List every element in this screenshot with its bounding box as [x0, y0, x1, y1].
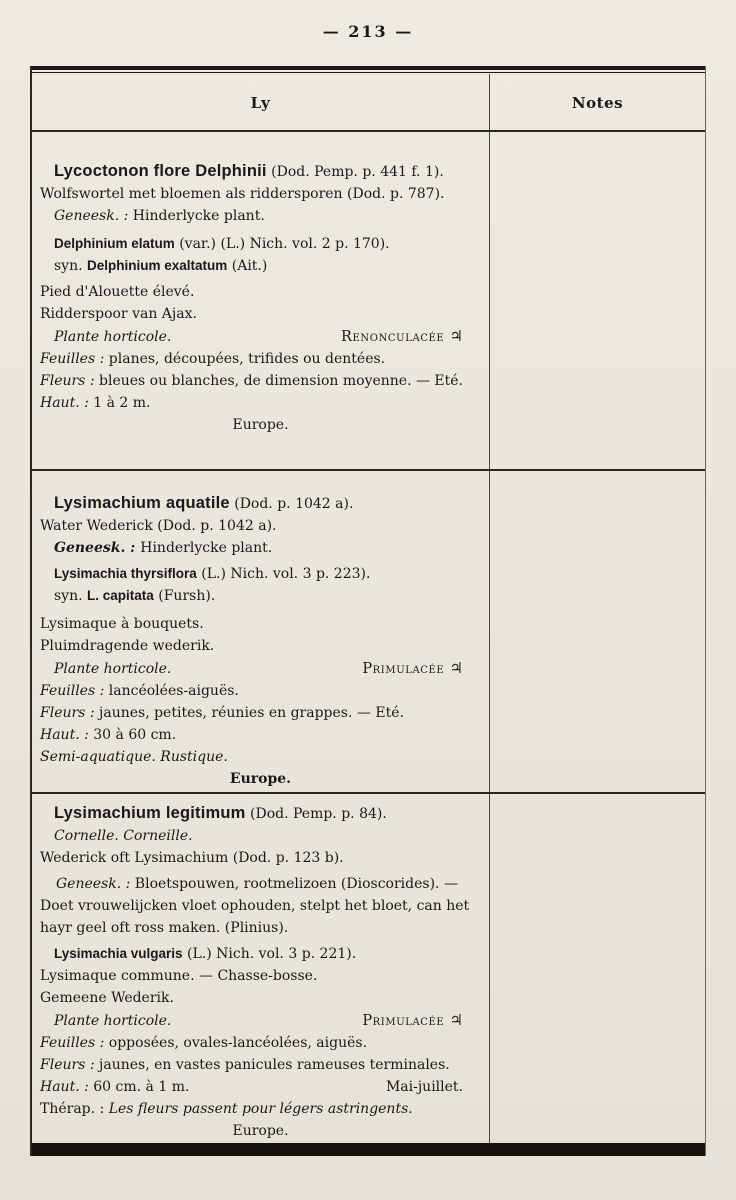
entry-line: [32, 233, 489, 255]
line-text: [40, 1076, 189, 1098]
line-text: [40, 1101, 413, 1117]
entry-line: [32, 303, 489, 325]
text-segment: Plante horticole.: [54, 1013, 172, 1029]
notes-cell: [490, 794, 705, 1143]
text-segment: 60 cm. à 1 m.: [93, 1079, 190, 1095]
header-cell-notes: Notes: [571, 94, 624, 112]
text-segment: 1 à 2 m.: [93, 395, 151, 411]
line-text: [40, 186, 445, 202]
line-text: [54, 588, 215, 604]
entry-line: [32, 825, 489, 847]
entry-line: [32, 160, 489, 183]
line-right-text: [362, 1009, 463, 1032]
text-segment: Thérap. :: [40, 1101, 109, 1117]
entry-row: [32, 471, 705, 794]
text-segment: Gemeene Wederik.: [40, 990, 174, 1006]
entry-line: [32, 585, 489, 607]
entry-line: [32, 281, 489, 303]
text-segment: Plante horticole.: [54, 329, 172, 345]
line-text: [232, 1123, 288, 1139]
entry-line: [32, 515, 489, 537]
text-segment: 30 à 60 cm.: [93, 727, 177, 743]
entry-line: [32, 987, 489, 1009]
text-segment: Lysimachia vulgaris: [54, 946, 183, 961]
line-text: [54, 946, 356, 962]
line-text: [40, 850, 344, 866]
entry-line: [32, 847, 489, 869]
text-segment: Lysimaque à bouquets.: [40, 616, 204, 632]
line-text: [40, 968, 317, 984]
table-bottom-rule: [32, 1143, 705, 1156]
text-segment: syn.: [54, 588, 88, 604]
line-text: [54, 828, 193, 844]
text-segment: Lysimachia thyrsiflora: [54, 566, 197, 581]
text-segment: Semi-aquatique. Rustique.: [40, 749, 228, 765]
text-segment: Ridderspoor van Ajax.: [40, 306, 197, 322]
table-top-rule: [32, 66, 705, 74]
entry-line: [32, 183, 489, 205]
text-segment: Plante horticole.: [54, 661, 172, 677]
text-segment: Geneesk. :: [56, 876, 135, 892]
entry-line: [32, 702, 489, 724]
line-text: [40, 990, 174, 1006]
line-text: [40, 638, 214, 654]
line-text: [40, 518, 276, 534]
entry-row: [32, 794, 705, 1143]
entry-line: [32, 1054, 489, 1076]
entry-line: [32, 1032, 489, 1054]
line-text: [54, 566, 370, 582]
entry-row: [32, 132, 705, 471]
line-text: [40, 373, 463, 389]
line-text: [54, 258, 267, 274]
text-segment: Les fleurs passent pour légers astringents.: [108, 1101, 413, 1117]
text-segment: Wolfswortel met bloemen als riddersporen (Dod. p. 787).: [40, 186, 445, 202]
text-segment: bleues ou blanches, de dimension moyenne. — Eté.: [99, 373, 464, 389]
entry-line: [32, 657, 489, 680]
text-segment: Primulacée: [362, 1013, 450, 1029]
entry-line: [32, 1076, 489, 1098]
text-segment: Primulacée: [362, 661, 450, 677]
text-segment: (Fursh).: [153, 588, 216, 604]
text-segment: (L.) Nich. vol. 3 p. 221).: [182, 946, 357, 962]
line-text: [40, 876, 469, 936]
text-segment: (var.) (L.) Nich. vol. 2 p. 170).: [174, 236, 390, 252]
text-segment: (Dod. p. 1042 a).: [229, 496, 354, 512]
entry-line: [32, 370, 489, 392]
line-text: [54, 236, 390, 252]
text-segment: Pied d'Alouette élevé.: [40, 284, 195, 300]
notes-cell: [490, 132, 705, 469]
text-segment: jaunes, en vastes panicules rameuses terminales.: [99, 1057, 450, 1073]
line-text: [40, 395, 151, 411]
perennial-symbol: ♃: [449, 1011, 463, 1029]
entry-line: [32, 613, 489, 635]
table-header-row: [32, 74, 705, 132]
text-segment: Geneesk. :: [54, 208, 133, 224]
text-segment: Hinderlycke plant.: [140, 540, 273, 556]
line-text: [40, 749, 228, 765]
text-segment: Haut. :: [40, 395, 94, 411]
text-segment: Pluimdragende wederik.: [40, 638, 215, 654]
text-segment: (Ait.): [227, 258, 268, 274]
entry-line: [32, 724, 489, 746]
text-segment: Haut. :: [40, 1079, 94, 1095]
line-right-text: [341, 325, 463, 348]
text-segment: Renonculacée: [341, 329, 450, 345]
line-text: [40, 351, 385, 367]
entry-line: [32, 635, 489, 657]
entry-line: [32, 802, 489, 825]
line-text: [54, 326, 171, 348]
text-segment: Europe.: [229, 771, 292, 787]
entry-line: [32, 492, 489, 515]
text-segment: jaunes, petites, réunies en grappes. — Eté.: [99, 705, 404, 721]
text-segment: Haut. :: [40, 727, 94, 743]
entry-line: [32, 537, 489, 559]
text-segment: Hinderlycke plant.: [132, 208, 265, 224]
text-segment: Geneesk. :: [54, 540, 141, 556]
perennial-symbol: ♃: [449, 659, 463, 677]
text-segment: (Dod. Pemp. p. 84).: [245, 806, 387, 822]
entry-line: [32, 1098, 489, 1120]
header-cell-ly: Ly: [32, 74, 490, 130]
text-segment: Fleurs :: [40, 705, 99, 721]
line-text: [54, 806, 387, 822]
line-text: [54, 496, 353, 512]
line-text: [230, 771, 291, 787]
text-segment: Feuilles :: [40, 1035, 109, 1051]
line-text: [54, 208, 265, 224]
entry-line: [32, 563, 489, 585]
entry-line: [32, 255, 489, 277]
line-text: [54, 1010, 171, 1032]
text-segment: Water Wederick (Dod. p. 1042 a).: [40, 518, 277, 534]
line-right-text: [386, 1076, 463, 1098]
text-segment: Fleurs :: [40, 373, 99, 389]
line-text: [54, 658, 171, 680]
text-segment: Lysimaque commune. — Chasse-bosse.: [40, 968, 318, 984]
page-number: — 213 —: [322, 22, 414, 41]
entry-line: [32, 205, 489, 227]
text-segment: lancéolées-aiguës.: [108, 683, 239, 699]
text-segment: planes, découpées, trifides ou dentées.: [108, 351, 386, 367]
catalog-table: [30, 66, 706, 1156]
line-text: [40, 683, 239, 699]
entry-line: [32, 768, 489, 790]
entry-content: [32, 471, 490, 792]
entry-line: [32, 414, 489, 436]
text-segment: opposées, ovales-lancéolées, aiguës.: [108, 1035, 368, 1051]
text-segment: Wederick oft Lysimachium (Dod. p. 123 b).: [40, 850, 344, 866]
line-right-text: [362, 657, 463, 680]
line-text: [40, 1057, 450, 1073]
text-segment: Cornelle. Corneille.: [54, 828, 193, 844]
text-segment: Lysimachium legitimum: [54, 804, 246, 822]
line-text: [232, 417, 288, 433]
text-segment: Lycoctonon flore Delphinii: [54, 162, 267, 180]
text-segment: Mai-juillet.: [385, 1079, 463, 1095]
text-segment: (L.) Nich. vol. 3 p. 223).: [196, 566, 371, 582]
entry-line: [32, 1009, 489, 1032]
entry-content: [32, 794, 490, 1143]
entry-line: [32, 325, 489, 348]
entry-line: [32, 746, 489, 768]
notes-cell: [490, 471, 705, 792]
entry-line: [32, 1120, 489, 1142]
entry-content: [32, 132, 490, 469]
line-text: [40, 616, 204, 632]
line-text: [40, 306, 197, 322]
perennial-symbol: ♃: [449, 327, 463, 345]
text-segment: (Dod. Pemp. p. 441 f. 1).: [266, 164, 444, 180]
text-segment: Delphinium elatum: [54, 236, 175, 251]
text-segment: Delphinium exaltatum: [87, 258, 228, 273]
text-segment: Lysimachium aquatile: [54, 494, 230, 512]
line-text: [40, 705, 404, 721]
entry-line: [32, 965, 489, 987]
line-text: [54, 164, 444, 180]
line-text: [40, 284, 194, 300]
entry-line: [32, 680, 489, 702]
text-segment: Europe.: [232, 1123, 289, 1139]
text-segment: Fleurs :: [40, 1057, 99, 1073]
text-segment: syn.: [54, 258, 88, 274]
line-text: [40, 1035, 367, 1051]
entry-line: [32, 392, 489, 414]
table-body: [32, 132, 705, 1143]
line-text: [40, 727, 176, 743]
text-segment: L. capitata: [87, 588, 154, 603]
line-text: [54, 540, 272, 556]
text-segment: Feuilles :: [40, 683, 109, 699]
entry-line: [32, 348, 489, 370]
text-segment: Bloetspouwen, rootmelizoen (Dioscorides). — Doet vrouwelijcken vloet ophouden, stelpt het bloet, can het hayr geel oft ross maken. (Plinius).: [40, 876, 470, 936]
text-segment: Feuilles :: [40, 351, 109, 367]
text-segment: Europe.: [232, 417, 289, 433]
entry-line: [32, 873, 489, 939]
entry-line: [32, 943, 489, 965]
